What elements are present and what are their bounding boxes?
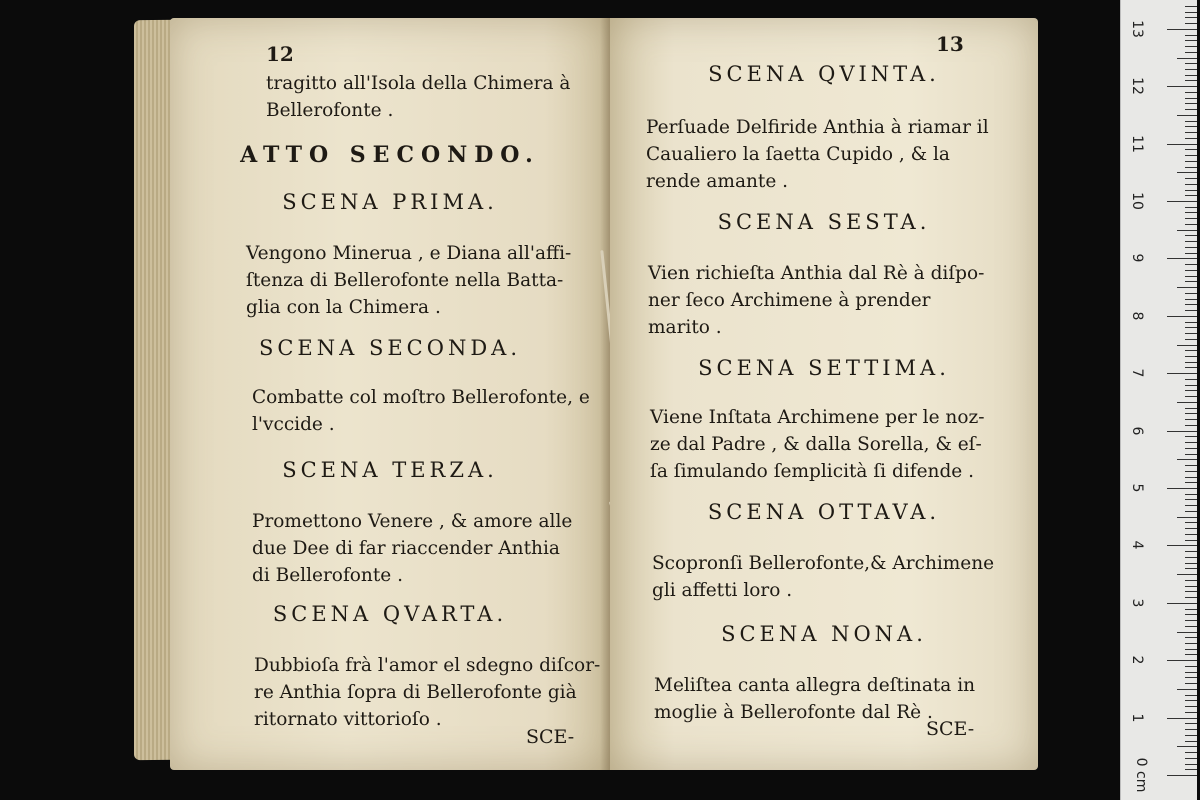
text-line: ſa ſimulando ſemplicità ſi difende . (650, 461, 975, 482)
ruler-tick (1185, 350, 1197, 351)
scene-heading: SCENA PRIMA. (282, 190, 498, 214)
ruler-tick (1177, 517, 1197, 518)
ruler-tick (1185, 637, 1197, 638)
text-line: rende amante . (646, 171, 789, 192)
ruler-tick (1185, 620, 1197, 621)
ruler-tick (1185, 425, 1197, 426)
ruler-tick (1185, 752, 1197, 753)
ruler-tick (1185, 528, 1197, 529)
ruler-tick (1167, 201, 1197, 202)
ruler-tick (1177, 345, 1197, 346)
ruler-tick (1185, 270, 1197, 271)
ruler-tick (1185, 723, 1197, 724)
text-line: tragitto all'Isola della Chimera à (266, 73, 571, 94)
scene-heading: SCENA QVARTA. (272, 602, 508, 626)
intro-paragraph (266, 70, 570, 124)
text-line: gli affetti loro . (652, 580, 793, 601)
ruler-tick (1185, 276, 1197, 277)
ruler-tick (1185, 419, 1197, 420)
ruler-tick (1177, 574, 1197, 575)
ruler-tick (1185, 92, 1197, 93)
ruler-tick (1185, 580, 1197, 581)
text-line: Combatte col moſtro Bellerofonte, e (252, 387, 590, 408)
scene-summary (252, 508, 572, 589)
ruler-tick (1185, 195, 1197, 196)
ruler-tick (1167, 431, 1197, 432)
text-line: ritornato vittorioſo . (254, 709, 442, 730)
ruler-tick (1185, 362, 1197, 363)
ruler-tick (1167, 775, 1197, 776)
ruler-tick (1185, 281, 1197, 282)
ruler-label: 4 (1129, 540, 1145, 550)
ruler-tick (1185, 339, 1197, 340)
ruler-tick (1177, 689, 1197, 690)
ruler-tick (1185, 253, 1197, 254)
ruler-tick (1185, 75, 1197, 76)
ruler-tick (1185, 499, 1197, 500)
ruler-tick (1185, 626, 1197, 627)
ruler-label: 5 (1129, 483, 1145, 493)
scene-summary (246, 240, 571, 321)
ruler-label: 13 (1129, 19, 1145, 38)
ruler-tick (1185, 121, 1197, 122)
text-line: Vien richieſta Anthia dal Rè à diſpo- (648, 263, 985, 284)
ruler-tick (1185, 35, 1197, 36)
scene-summary (650, 404, 984, 485)
text-line: ze dal Padre , & dalla Sorella, & eſ- (650, 434, 982, 455)
ruler-tick (1185, 17, 1197, 18)
ruler-tick (1185, 218, 1197, 219)
ruler-tick (1185, 597, 1197, 598)
text-line: ner ſeco Archimene à prender (648, 290, 931, 311)
text-line: Bellerofonte . (266, 100, 394, 121)
ruler-tick (1185, 614, 1197, 615)
ruler-tick (1185, 247, 1197, 248)
ruler-tick (1185, 586, 1197, 587)
ruler-tick (1185, 327, 1197, 328)
scene-heading: SCENA TERZA. (282, 458, 498, 482)
ruler-label: 2 (1129, 655, 1145, 665)
ruler-tick (1185, 367, 1197, 368)
ruler-tick (1185, 132, 1197, 133)
text-line: Dubbioſa frà l'amor el sdegno diſcor- (254, 655, 601, 676)
ruler-tick (1185, 540, 1197, 541)
ruler-tick (1185, 758, 1197, 759)
ruler-tick (1177, 746, 1197, 747)
scene-summary (254, 652, 600, 733)
ruler-tick (1177, 632, 1197, 633)
catchword: SCE- (526, 726, 575, 748)
ruler-unit-label: 0 cm (1133, 757, 1149, 793)
ruler-tick (1185, 80, 1197, 81)
ruler-tick (1167, 488, 1197, 489)
ruler-tick (1167, 718, 1197, 719)
ruler-tick (1185, 40, 1197, 41)
ruler-tick (1185, 207, 1197, 208)
ruler-tick (1167, 258, 1197, 259)
ruler-tick (1177, 287, 1197, 288)
ruler-tick (1185, 98, 1197, 99)
text-line: re Anthia ſopra di Bellerofonte già (254, 682, 577, 703)
ruler-tick (1185, 356, 1197, 357)
ruler-tick (1185, 741, 1197, 742)
ruler-label: 8 (1129, 311, 1145, 321)
ruler-tick (1167, 29, 1197, 30)
ruler-tick (1185, 563, 1197, 564)
ruler-tick (1185, 103, 1197, 104)
ruler-tick (1185, 683, 1197, 684)
measurement-ruler (1120, 0, 1197, 800)
scene-summary (652, 550, 994, 604)
ruler-tick (1185, 212, 1197, 213)
ruler-tick (1185, 167, 1197, 168)
scene-heading: SCENA OTTAVA. (707, 500, 941, 524)
ruler-tick (1177, 230, 1197, 231)
ruler-tick (1185, 224, 1197, 225)
left-page (170, 18, 610, 770)
ruler-tick (1185, 568, 1197, 569)
scene-summary (648, 260, 984, 341)
ruler-tick (1185, 465, 1197, 466)
text-line: Vengono Minerua , e Diana all'affi- (246, 243, 572, 264)
ruler-tick (1185, 322, 1197, 323)
ruler-tick (1185, 6, 1197, 7)
ruler-tick (1177, 172, 1197, 173)
ruler-tick (1167, 373, 1197, 374)
ruler-tick (1185, 695, 1197, 696)
ruler-tick (1185, 672, 1197, 673)
scene-heading: SCENA NONA. (721, 622, 927, 646)
ruler-tick (1167, 316, 1197, 317)
ruler-tick (1185, 190, 1197, 191)
ruler-tick (1185, 161, 1197, 162)
ruler-tick (1185, 178, 1197, 179)
page-number-left: 12 (266, 42, 294, 66)
ruler-tick (1185, 408, 1197, 409)
ruler-tick (1177, 459, 1197, 460)
ruler-tick (1185, 442, 1197, 443)
ruler-tick (1185, 735, 1197, 736)
ruler-tick (1185, 379, 1197, 380)
ruler-tick (1185, 304, 1197, 305)
ruler-tick (1167, 603, 1197, 604)
text-line: Perſuade Delfiride Anthia à riamar il (646, 117, 989, 138)
ruler-tick (1185, 333, 1197, 334)
ruler-label: 11 (1129, 134, 1145, 153)
ruler-tick (1185, 591, 1197, 592)
scene-summary (646, 114, 989, 195)
ruler-tick (1185, 69, 1197, 70)
ruler-tick (1185, 264, 1197, 265)
text-line: due Dee di far riaccender Anthia (252, 538, 560, 559)
ruler-tick (1167, 86, 1197, 87)
catchword: SCE- (926, 718, 975, 740)
ruler-tick (1167, 660, 1197, 661)
ruler-tick (1185, 706, 1197, 707)
ruler-tick (1185, 700, 1197, 701)
ruler-label: 6 (1129, 426, 1145, 436)
ruler-tick (1167, 144, 1197, 145)
act-heading: ATTO SECONDO. (240, 142, 540, 168)
ruler-label: 10 (1129, 192, 1145, 210)
text-line: glia con la Chimera . (246, 297, 441, 318)
ruler-tick (1177, 402, 1197, 403)
text-line: Scopronſi Bellerofonte,& Archimene (652, 553, 995, 574)
ruler-tick (1185, 557, 1197, 558)
ruler-tick (1185, 149, 1197, 150)
ruler-tick (1185, 46, 1197, 47)
ruler-tick (1185, 12, 1197, 13)
scene-heading: SCENA SETTIMA. (698, 356, 950, 380)
ruler-tick (1185, 764, 1197, 765)
ruler-tick (1185, 649, 1197, 650)
page-number-right: 13 (936, 32, 964, 56)
ruler-tick (1185, 299, 1197, 300)
ruler-tick (1185, 643, 1197, 644)
ruler-tick (1185, 454, 1197, 455)
scene-heading: SCENA QVINTA. (708, 62, 940, 86)
ruler-tick (1185, 396, 1197, 397)
right-page (610, 18, 1038, 770)
ruler-tick (1185, 494, 1197, 495)
ruler-tick (1185, 511, 1197, 512)
ruler-tick (1177, 115, 1197, 116)
ruler-tick (1177, 58, 1197, 59)
text-line: marito . (648, 317, 722, 338)
ruler-tick (1185, 534, 1197, 535)
ruler-tick (1185, 482, 1197, 483)
ruler-tick (1185, 413, 1197, 414)
ruler-tick (1185, 477, 1197, 478)
ruler-tick (1185, 654, 1197, 655)
ruler-tick (1185, 505, 1197, 506)
ruler-label: 7 (1129, 368, 1145, 378)
ruler-tick (1185, 769, 1197, 770)
ruler-tick (1185, 666, 1197, 667)
ruler-tick (1185, 138, 1197, 139)
text-line: Promettono Venere , & amore alle (252, 511, 573, 532)
ruler-tick (1185, 551, 1197, 552)
text-line: l'vccide . (252, 414, 335, 435)
text-line: Caualiero la ſaetta Cupido , & la (646, 144, 950, 165)
scene-summary (252, 384, 590, 438)
ruler-label: 12 (1129, 77, 1145, 96)
ruler-tick (1185, 609, 1197, 610)
text-line: ſtenza di Bellerofonte nella Batta- (246, 270, 564, 291)
ruler-tick (1185, 522, 1197, 523)
scene-heading: SCENA SESTA. (717, 210, 931, 234)
ruler-tick (1185, 729, 1197, 730)
ruler-tick (1185, 310, 1197, 311)
text-line: di Bellerofonte . (252, 565, 403, 586)
ruler-tick (1185, 235, 1197, 236)
ruler-label: 3 (1129, 598, 1145, 608)
ruler-tick (1185, 385, 1197, 386)
ruler-tick (1185, 293, 1197, 294)
ruler-tick (1185, 155, 1197, 156)
text-line: moglie à Bellerofonte dal Rè . (654, 702, 933, 723)
text-line: Meliſtea canta allegra deſtinata in (654, 675, 976, 696)
ruler-tick (1185, 436, 1197, 437)
ruler-tick (1185, 677, 1197, 678)
ruler-tick (1185, 52, 1197, 53)
ruler-tick (1185, 241, 1197, 242)
ruler-tick (1185, 109, 1197, 110)
ruler-tick (1185, 63, 1197, 64)
ruler-tick (1167, 545, 1197, 546)
text-line: Viene Inſtata Archimene per le noz- (650, 407, 985, 428)
ruler-tick (1185, 448, 1197, 449)
ruler-tick (1185, 712, 1197, 713)
ruler-tick (1185, 184, 1197, 185)
ruler-tick (1185, 390, 1197, 391)
ruler-tick (1185, 471, 1197, 472)
scene-heading: SCENA SECONDA. (258, 336, 522, 360)
ruler-label: 1 (1129, 713, 1145, 723)
ruler-tick (1185, 126, 1197, 127)
ruler-label: 9 (1129, 253, 1145, 263)
ruler-tick (1185, 23, 1197, 24)
